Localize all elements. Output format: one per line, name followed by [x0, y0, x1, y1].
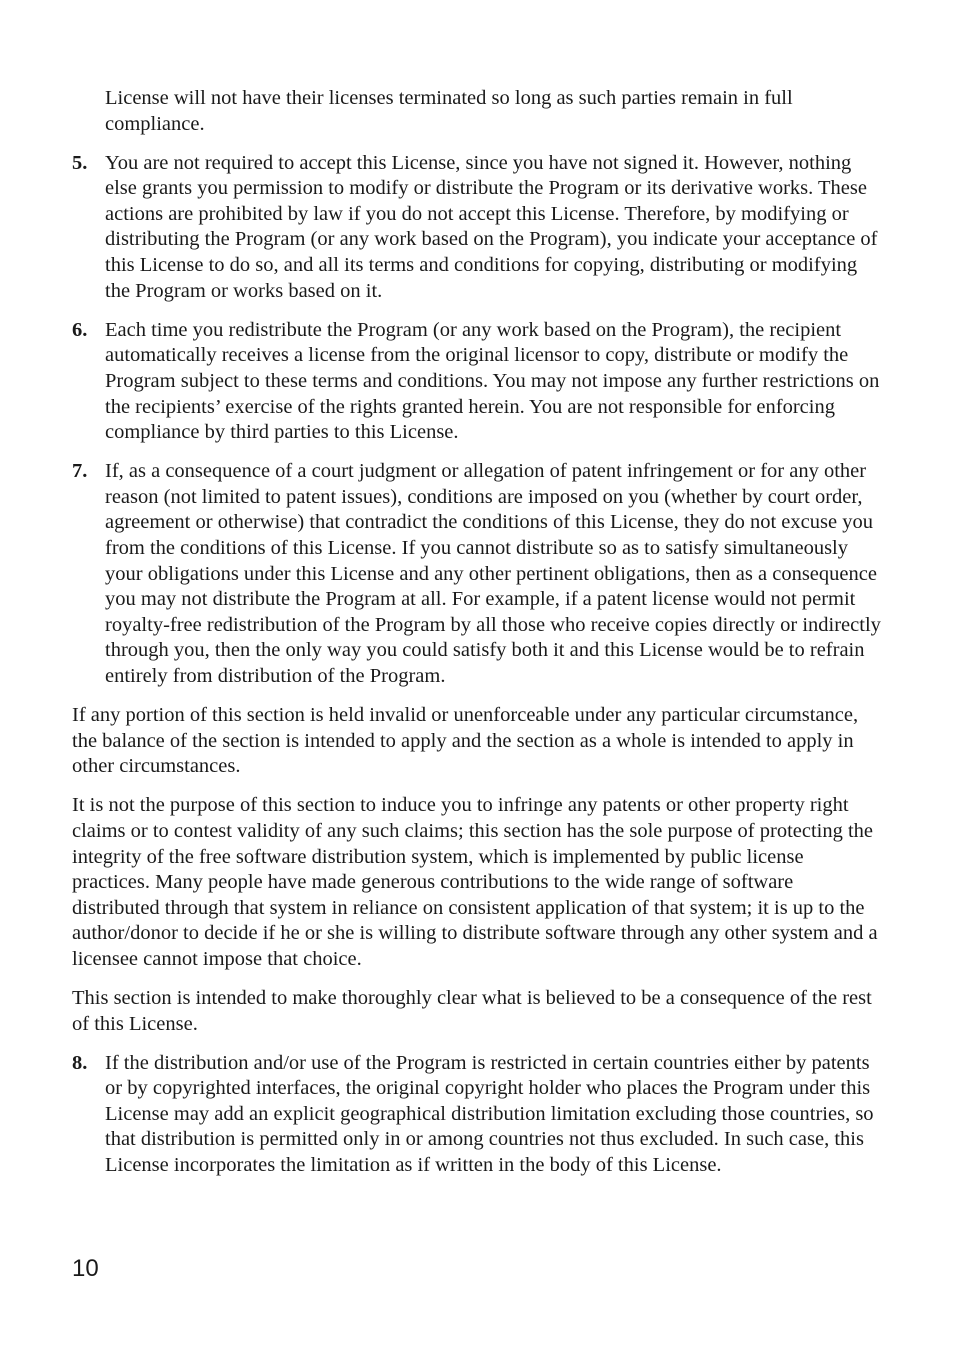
item-number: 7.: [72, 460, 88, 483]
paragraph-clarification: This section is intended to make thoroughly clear what is believed to be a consequence of the rest of this License.: [72, 987, 872, 1035]
item-text: You are not required to accept this License, since you have not signed it. However, nothing else grants you permission to modify or distribute the Program or its derivative works. These actions are prohibited by law if you do not accept this License. Therefore, by modifying or distributing the Program (or any work based on the Program), you indicate your acceptance of this License to do so, and all its terms and conditions for copying, distributing or modifying the Program or works based on it.: [105, 151, 878, 302]
paragraph-invalid-portion: If any portion of this section is held invalid or unenforceable under any particular circumstance, the balance of the section is intended to apply and the section as a whole is intended to apply in other circumstances.: [72, 704, 859, 778]
list-item-8: [72, 1051, 884, 1179]
item-text: Each time you redistribute the Program (or any work based on the Program), the recipient automatically receives a license from the original licensor to copy, distribute or modify the Program subject to these terms and conditions. You may not impose any further restrictions on the recipients’ exercise of the rights granted herein. You are not responsible for enforcing compliance by third parties to this License.: [105, 318, 880, 444]
item-text: If, as a consequence of a court judgment or allegation of patent infringement or for any other reason (not limited to patent issues), conditions are imposed on you (whether by court order, agreement or otherwise) that contradict the conditions of this License, they do not excuse you from the conditions of this License. If you cannot distribute so as to satisfy simultaneously your obligations under this License and any other pertinent obligations, then as a consequence you may not distribute the Program at all. For example, if a patent license would not permit royalty-free redistribution of the Program by all those who receive copies directly or indirectly through you, then the only way you could satisfy both it and this License would be to refrain entirely from distribution of the Program.: [105, 460, 881, 687]
page-number: 10: [72, 1255, 99, 1282]
item-number: 6.: [72, 318, 88, 341]
continuation-paragraph: License will not have their licenses terminated so long as such parties remain in full compliance.: [105, 87, 793, 135]
list-item-6: [72, 318, 884, 446]
item-number: 5.: [72, 151, 88, 174]
item-number: 8.: [72, 1051, 88, 1074]
item-text: If the distribution and/or use of the Program is restricted in certain countries either by patents or by copyrighted interfaces, the original copyright holder who places the Program under this License may add an explicit geographical distribution limitation excluding those countries, so that distribution is permitted only in or among countries not thus excluded. In such case, this License incorporates the limitation as if written in the body of this License.: [105, 1051, 874, 1177]
list-item-5: [72, 151, 884, 305]
paragraph-purpose: It is not the purpose of this section to induce you to infringe any patents or other property right claims or to contest validity of any such claims; this section has the sole purpose of protecting the integrity of the free software distribution system, which is implemented by public license practices. Many people have made generous contributions to the wide range of software distributed through that system in reliance on consistent application of that system; it is up to the author/donor to decide if he or she is willing to distribute software through any other system and a licensee cannot impose that choice.: [72, 794, 878, 970]
list-item-7: [72, 459, 884, 689]
license-page-body: [72, 86, 884, 1192]
